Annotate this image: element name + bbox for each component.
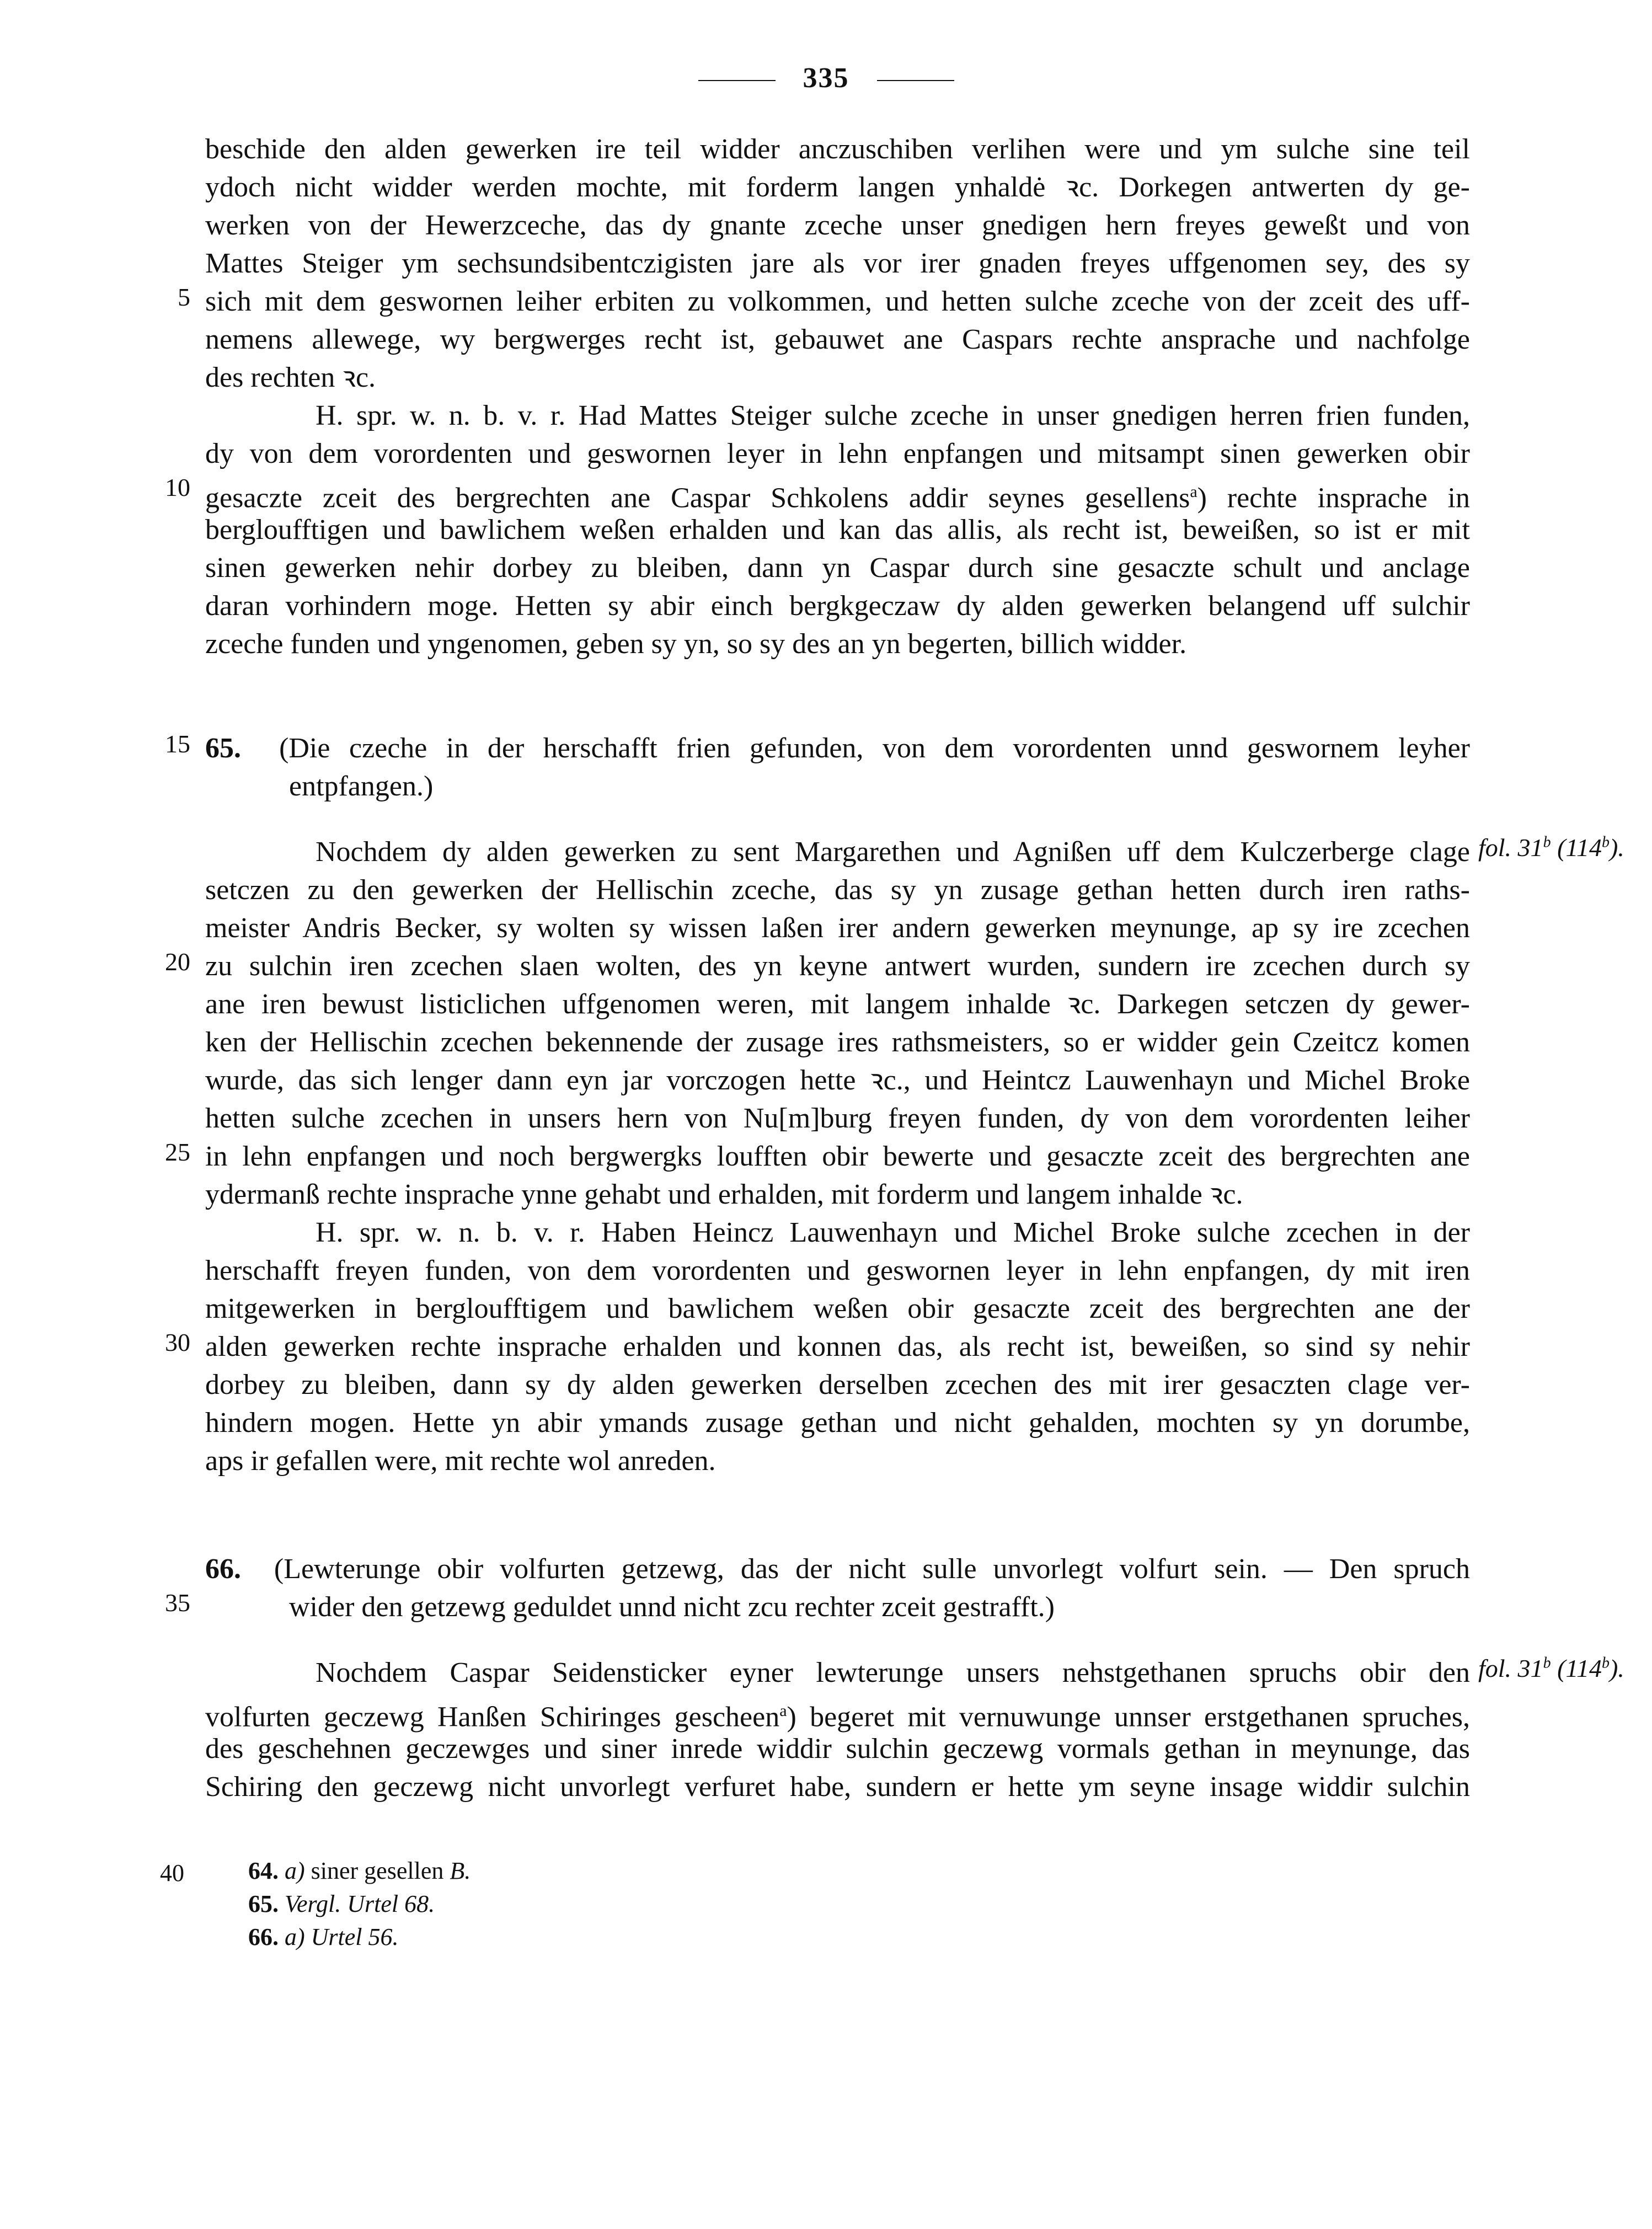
text-line bbox=[205, 1692, 1470, 1733]
text-line: Schiring den geczewg nicht unvorlegt verfuret habe, sundern er hette ym seyne insage widdir sulchin bbox=[205, 1771, 1470, 1803]
text-line: hetten sulche zcechen in unsers hern von Nu[m]burg freyen funden, dy von dem vorordenten leiher bbox=[205, 1103, 1470, 1134]
text-line: dorbey zu bleiben, dann sy dy alden gewerken derselben zcechen des mit irer gesaczten clage ver- bbox=[205, 1369, 1470, 1401]
folio-reference bbox=[1478, 1654, 1624, 1683]
article-heading bbox=[205, 1550, 1470, 1588]
footnote-mark: a) bbox=[285, 1923, 305, 1950]
line-number: 25 bbox=[165, 1138, 190, 1166]
article-66 bbox=[165, 1550, 1471, 1626]
article-number: 66. bbox=[205, 1553, 241, 1585]
folio-sup: b bbox=[1601, 833, 1610, 851]
text-line: dy von dem vorordenten und geswornen leyer in lehn enpfangen und mitsampt sinen gewerken obir bbox=[205, 438, 1470, 469]
text-line: Nochdem Caspar Seidensticker eyner lewterunge unsers nehstgethanen spruchs obir den bbox=[316, 1657, 1470, 1688]
line-number: 30 bbox=[165, 1328, 190, 1356]
text-line: zceche funden und yngenomen, geben sy yn, so sy des an yn begerten, billich widder. bbox=[205, 628, 1187, 660]
footnote bbox=[248, 1854, 1020, 1888]
folio-text: ). bbox=[1609, 833, 1624, 862]
article-64-continuation bbox=[165, 130, 1470, 663]
footnote-text: Urtel 56. bbox=[311, 1923, 399, 1950]
folio-sup: b bbox=[1601, 1654, 1610, 1672]
folio-sup: b bbox=[1543, 833, 1551, 851]
text-line: mitgewerken in bergloufftigem und bawlichem weßen obir gesaczte zceit des bergrechten ane der bbox=[205, 1293, 1470, 1324]
line-number: 35 bbox=[165, 1589, 190, 1617]
text-line: sinen gewerken nehir dorbey zu bleiben, dann yn Caspar durch sine gesaczte schult und anclage bbox=[205, 552, 1470, 584]
footnote-text: siner gesellen bbox=[304, 1857, 450, 1884]
text-line bbox=[205, 473, 1470, 514]
article-65-body bbox=[165, 833, 1624, 1480]
verdict-line: H. spr. w. n. b. v. r. Haben Heincz Lauwenhayn und Michel Broke sulche zcechen in der bbox=[316, 1217, 1470, 1248]
line-number: 20 bbox=[165, 948, 190, 976]
footnote-number: 64. bbox=[248, 1857, 279, 1884]
footnote bbox=[248, 1888, 1020, 1921]
text-line: setczen zu den gewerken der Hellischin zceche, das sy yn zusage gethan hetten durch iren raths- bbox=[205, 874, 1470, 906]
heading-text: (Lewterunge obir volfurten getzewg, das der nicht sulle unvorlegt volfurt sein. — Den spruch bbox=[274, 1553, 1471, 1585]
folio-text: fol. 31 bbox=[1478, 1654, 1543, 1682]
text-line: in lehn enpfangen und noch bergwergks loufften obir bewerte und gesaczte zceit des bergrechten ane bbox=[205, 1141, 1470, 1172]
verdict-line: H. spr. w. n. b. v. r. Had Mattes Steiger sulche zceche in unser gnedigen herren frien funden, bbox=[316, 400, 1470, 431]
text-line: werken von der Hewerzceche, das dy gnante zceche unser gnedigen hern freyes geweßt und von bbox=[205, 210, 1470, 241]
footnote-mark: a bbox=[1190, 483, 1197, 501]
page-header bbox=[0, 62, 1652, 94]
text-line: zu sulchin iren zcechen slaen wolten, des yn keyne antwert wurden, sundern ire zcechen durch sy bbox=[205, 950, 1470, 982]
footnote-mark: a) bbox=[285, 1857, 305, 1884]
text-segment: volfurten geczewg Hanßen Schiringes gescheen bbox=[205, 1701, 780, 1733]
text-line: daran vorhindern moge. Hetten sy abir einch bergkgeczaw dy alden gewerken belangend uff sulchir bbox=[205, 590, 1470, 622]
text-line: ydoch nicht widder werden mochte, mit forderm langen ynhaldė ꝛc. Dorkegen antwerten dy ge- bbox=[205, 172, 1470, 203]
text-line: des rechten ꝛc. bbox=[205, 362, 376, 393]
folio-sup: b bbox=[1543, 1654, 1551, 1672]
text-segment: ) rechte insprache in bbox=[1197, 482, 1470, 514]
text-line: Nochdem dy alden gewerken zu sent Margarethen und Agnißen uff dem Kulczerberge clage bbox=[316, 836, 1470, 868]
line-number: 15 bbox=[165, 730, 190, 758]
footnote-text: Vergl. Urtel 68. bbox=[285, 1890, 435, 1917]
text-line: beschide den alden gewerken ire teil widder anczuschiben verlihen were und ym sulche sine teil bbox=[205, 133, 1470, 165]
text-line: herschafft freyen funden, von dem vorordenten und geswornen leyer in lehn enpfangen, dy mit iren bbox=[205, 1255, 1470, 1286]
header-rule-left bbox=[698, 80, 776, 81]
folio-text: (114 bbox=[1551, 1654, 1602, 1682]
text-line: ydermanß rechte insprache ynne gehabt und erhalden, mit forderm und langem inhalde ꝛc. bbox=[205, 1179, 1243, 1210]
folio-reference bbox=[1478, 833, 1624, 862]
heading-line: wider den getzewg geduldet unnd nicht zcu rechter zceit gestrafft.) bbox=[289, 1591, 1055, 1623]
article-65 bbox=[165, 729, 1470, 805]
text-line: alden gewerken rechte insprache erhalden und konnen das, als recht ist, beweißen, so sind sy nehir bbox=[205, 1331, 1470, 1362]
text-line: ken der Hellischin zcechen bekennende der zusage ires rathsmeisters, so er widder gein Czeitcz komen bbox=[205, 1027, 1470, 1058]
text-line: meister Andris Becker, sy wolten sy wissen laßen irer andern gewerken meynunge, ap sy ire zcechen bbox=[205, 912, 1470, 944]
folio-text: (114 bbox=[1551, 833, 1602, 862]
article-number: 65. bbox=[205, 733, 241, 764]
text-segment: ) begeret mit vernuwunge unnser erstgethanen spruches, bbox=[787, 1701, 1470, 1733]
text-line: bergloufftigen und bawlichem weßen erhalden und kan das allis, als recht ist, beweißen, so ist er mit bbox=[205, 514, 1470, 546]
text-line: wurde, das sich lenger dann eyn jar vorczogen hette ꝛc., und Heintcz Lauwenhayn und Michel Broke bbox=[205, 1065, 1470, 1096]
text-line: ane iren bewust listiclichen uffgenomen weren, mit langem inhalde ꝛc. Darkegen setczen dy gewer- bbox=[205, 988, 1470, 1020]
text-segment: gesaczte zceit des bergrechten ane Caspar Schkolens addir seynes gesellens bbox=[205, 482, 1190, 514]
footnote-siglum: B. bbox=[450, 1857, 471, 1884]
footnotes bbox=[248, 1854, 1020, 1954]
text-line: des geschehnen geczewges und siner inrede widdir sulchin geczewg vormals gethan in meynunge, das bbox=[205, 1733, 1470, 1765]
folio-text: fol. 31 bbox=[1478, 833, 1543, 862]
folio-text: ). bbox=[1609, 1654, 1624, 1682]
line-number: 10 bbox=[165, 473, 190, 501]
text-line: nemens allewege, wy bergwerges recht ist, gebauwet ane Caspars rechte ansprache und nachfolge bbox=[205, 324, 1470, 355]
text-line: hindern mogen. Hette yn abir ymands zusage gethan und nicht gehalden, mochten sy yn dorumbe, bbox=[205, 1407, 1470, 1439]
footnote-number: 66. bbox=[248, 1923, 279, 1950]
page-number: 335 bbox=[803, 62, 849, 94]
footnote-number: 65. bbox=[248, 1890, 279, 1917]
heading-text: (Die czeche in der herschafft frien gefunden, von dem vorordenten unnd geswornem leyher bbox=[279, 733, 1470, 764]
footnote bbox=[248, 1921, 1020, 1954]
text-line: Mattes Steiger ym sechsundsibentczigisten jare als vor irer gnaden freyes uffgenomen sey, des sy bbox=[205, 248, 1470, 279]
line-number: 40 bbox=[160, 1859, 184, 1886]
text-line: aps ir gefallen were, mit rechte wol anreden. bbox=[205, 1445, 716, 1477]
header-rule-right bbox=[877, 80, 954, 81]
heading-line: entpfangen.) bbox=[289, 771, 434, 802]
text-line: sich mit dem geswornen leiher erbiten zu volkommen, und hetten sulche zceche von der zceit des uff- bbox=[205, 286, 1470, 317]
article-heading bbox=[205, 729, 1470, 767]
footnote-mark: a bbox=[779, 1702, 787, 1720]
article-66-body bbox=[205, 1654, 1624, 1806]
line-number: 5 bbox=[178, 283, 190, 311]
